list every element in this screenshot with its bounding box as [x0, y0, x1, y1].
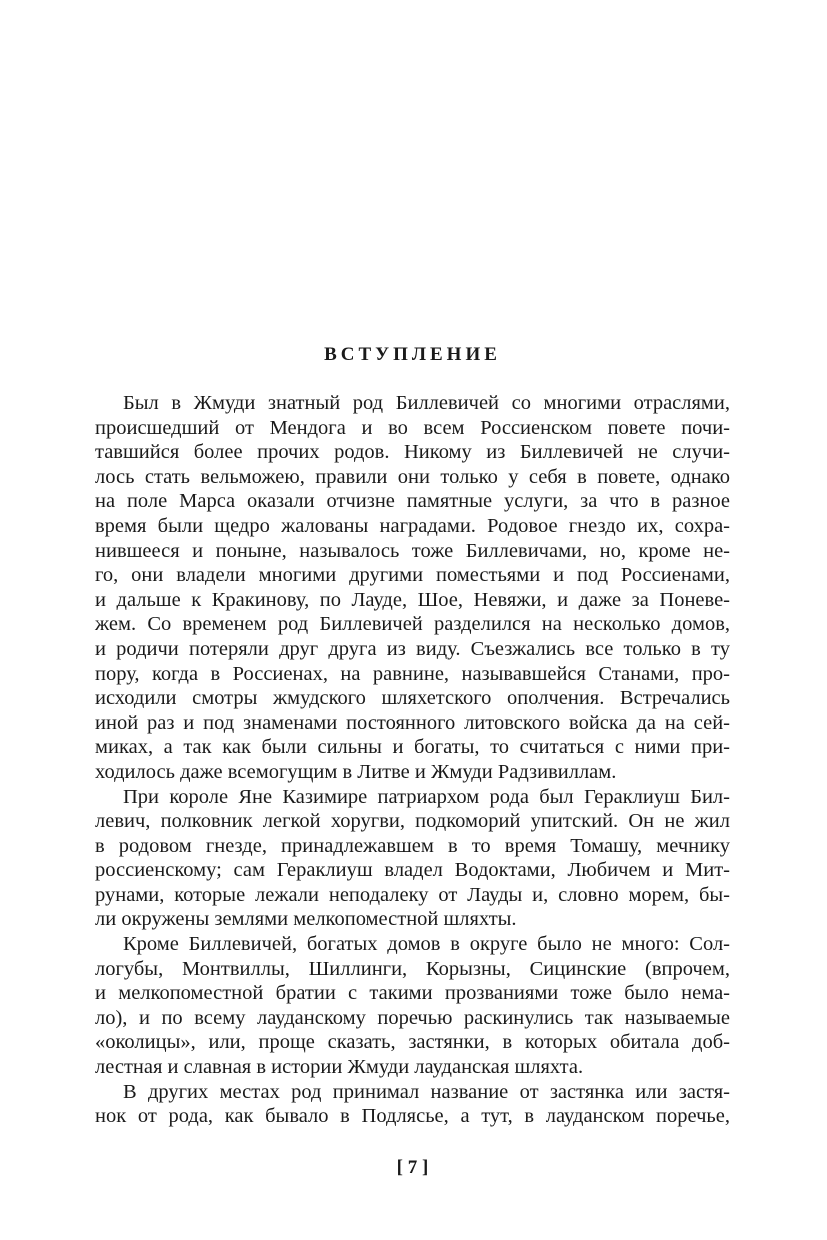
text-line: исходили смотры жмудского шляхетского ополчения. Встречались [95, 687, 730, 710]
book-page [95, 0, 730, 1240]
text-line: лось стать вельможею, правили они только у себя в повете, однако [95, 465, 730, 488]
text-line: ло), и по всему лауданскому поречью раскинулись так называемые [95, 1006, 730, 1029]
text-line: ли окружены землями мелкопоместной шляхты. [95, 908, 517, 931]
text-line: лестная и славная в истории Жмуди лауданская шляхта. [95, 1056, 584, 1079]
paragraph [95, 391, 730, 785]
text-line: «околицы», или, проще сказать, застянки, в которых обитала доб- [95, 1031, 730, 1054]
paragraph [95, 1080, 730, 1129]
text-line: в родовом гнезде, принадлежавшем в то время Томашу, мечнику [95, 834, 730, 857]
text-line: тавшийся более прочих родов. Никому из Биллевичей не случи- [95, 441, 730, 464]
text-line: и мелкопоместной братии с такими прозваниями тоже было нема- [95, 982, 730, 1005]
text-line: время были щедро жалованы наградами. Родовое гнездо их, сохра- [95, 514, 730, 537]
text-line: иной раз и под знаменами постоянного литовского войска да на сей- [95, 711, 730, 734]
text-line: логубы, Монтвиллы, Шиллинги, Корызны, Сицинские (впрочем, [95, 957, 730, 980]
text-line: Был в Жмуди знатный род Биллевичей со многими отраслями, [123, 392, 730, 414]
text-line: жем. Со временем род Биллевичей разделился на несколько домов, [95, 613, 730, 636]
text-line: миках, а так как были сильны и богаты, то считаться с ними при- [95, 736, 730, 759]
text-line: нившееся и понынe, называлось тоже Биллевичами, но, кроме не- [95, 539, 730, 562]
text-line: Кроме Биллевичей, богатых домов в округе было не много: Сол- [123, 933, 730, 956]
text-line: на поле Марса оказали отчизне памятные услуги, за что в разное [95, 490, 730, 513]
text-line: го, они владели многими другими поместьями и под Россиенами, [95, 564, 730, 587]
paragraph [95, 785, 730, 933]
text-line: пору, когда в Россиенах, на равнине, называвшейся Станами, про- [95, 662, 730, 685]
paragraph [95, 932, 730, 1080]
text-line: происшедший от Мендога и во всем Россиенском повете почи- [95, 416, 730, 439]
body-text [95, 391, 730, 1129]
text-line: В других местах род принимал название от застянка или застя- [123, 1080, 730, 1103]
text-line: ходилось даже всемогущим в Литве и Жмуди Радзивиллам. [95, 760, 617, 783]
text-line: и родичи потеряли друг друга из виду. Съезжались все только в ту [95, 637, 730, 660]
text-line: При короле Яне Казимире патриархом рода был Гераклиуш Бил- [123, 785, 730, 808]
text-line: левич, полковник легкой хоругви, подкоморий упитский. Он не жил [95, 810, 730, 833]
text-line: рунами, которые лежали неподалеку от Лауды и, словно морем, бы- [95, 883, 730, 906]
page-number: [ 7 ] [396, 1157, 429, 1178]
chapter-title: ВСТУПЛЕНИЕ [324, 344, 501, 365]
text-line: нок от рода, как бывало в Подлясье, а тут, в лауданском поречье, [95, 1105, 730, 1128]
text-line: и дальше к Кракинову, по Лауде, Шое, Невяжи, и даже за Поневе- [95, 588, 730, 611]
text-line: россиенскому; сам Гераклиуш владел Водоктами, Любичем и Мит- [95, 859, 730, 882]
